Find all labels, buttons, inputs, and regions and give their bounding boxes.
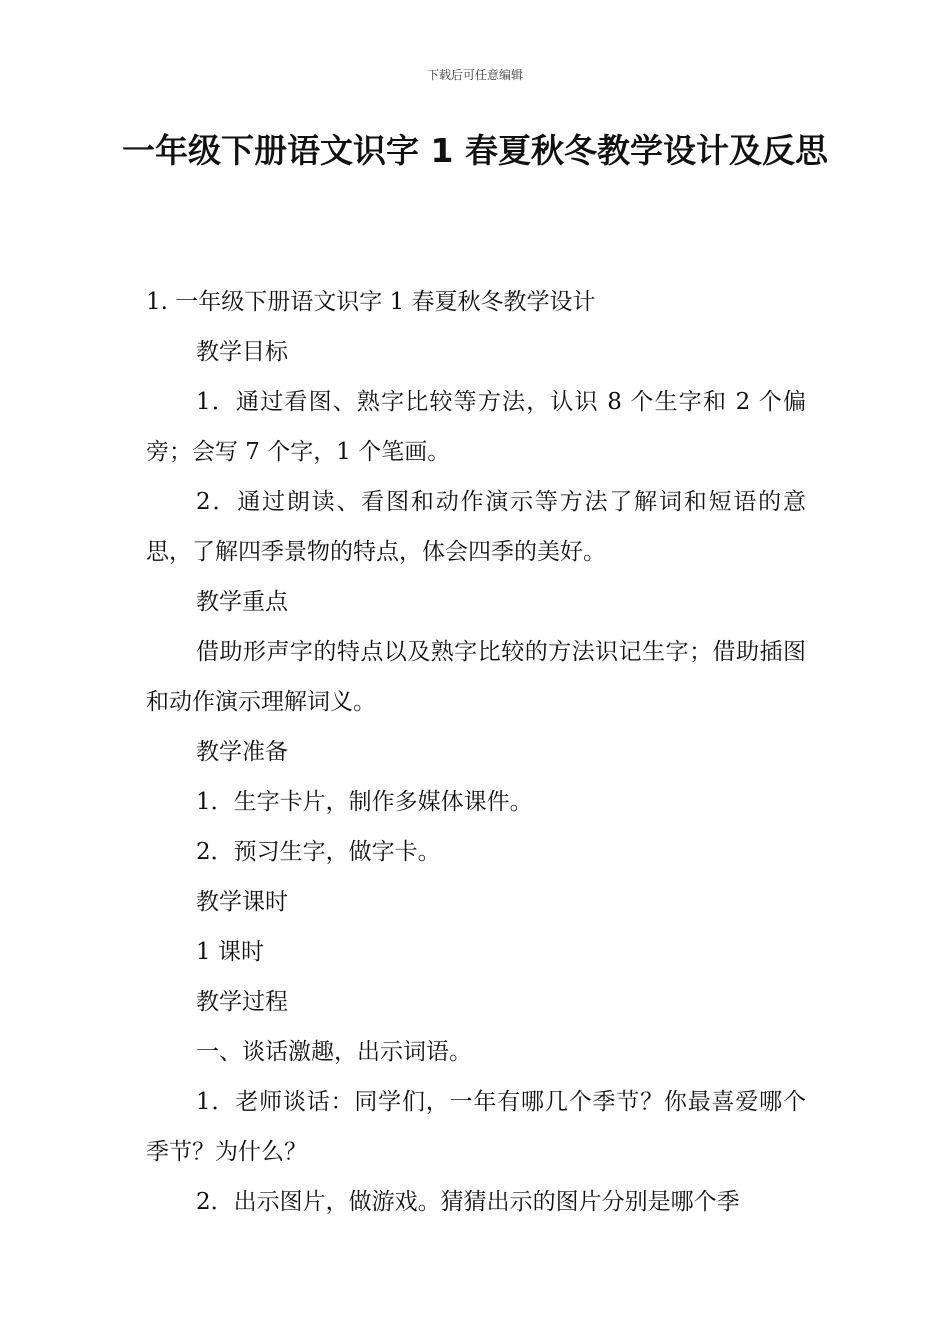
- subheading-objectives: 教学目标: [196, 339, 288, 365]
- subheading-key-points: 教学重点: [196, 589, 288, 615]
- paragraph: 2．预习生字，做字卡。: [196, 839, 441, 865]
- paragraph: 借助形声字的特点以及熟字比较的方法识记生字；借助插图和动作演示理解词义。: [146, 639, 806, 715]
- paragraph: 2．出示图片，做游戏。猜猜出示的图片分别是哪个季: [196, 1189, 740, 1215]
- paragraph: 一、谈话激趣，出示词语。: [196, 1039, 472, 1065]
- paragraph: 1．老师谈话：同学们，一年有哪几个季节？你最喜爱哪个季节？为什么？: [146, 1089, 806, 1165]
- document-body: [146, 277, 806, 1227]
- paragraph: 1．通过看图、熟字比较等方法，认识 8 个生字和 2 个偏旁；会写 7 个字，1 个笔画。: [146, 389, 806, 465]
- subheading-process: 教学过程: [196, 989, 288, 1015]
- paragraph: 1．生字卡片，制作多媒体课件。: [196, 789, 533, 815]
- paragraph: 2．通过朗读、看图和动作演示等方法了解词和短语的意思，了解四季景物的特点，体会四季的美好。: [146, 489, 806, 565]
- section-heading: 1. 一年级下册语文识字 1 春夏秋冬教学设计: [146, 289, 596, 315]
- page-header-note: 下载后可任意编辑: [426, 68, 523, 82]
- subheading-periods: 教学课时: [196, 889, 288, 915]
- document-title: 一年级下册语文识字 1 春夏秋冬教学设计及反思: [122, 131, 828, 170]
- paragraph: 1 课时: [196, 939, 264, 965]
- subheading-preparation: 教学准备: [196, 739, 288, 765]
